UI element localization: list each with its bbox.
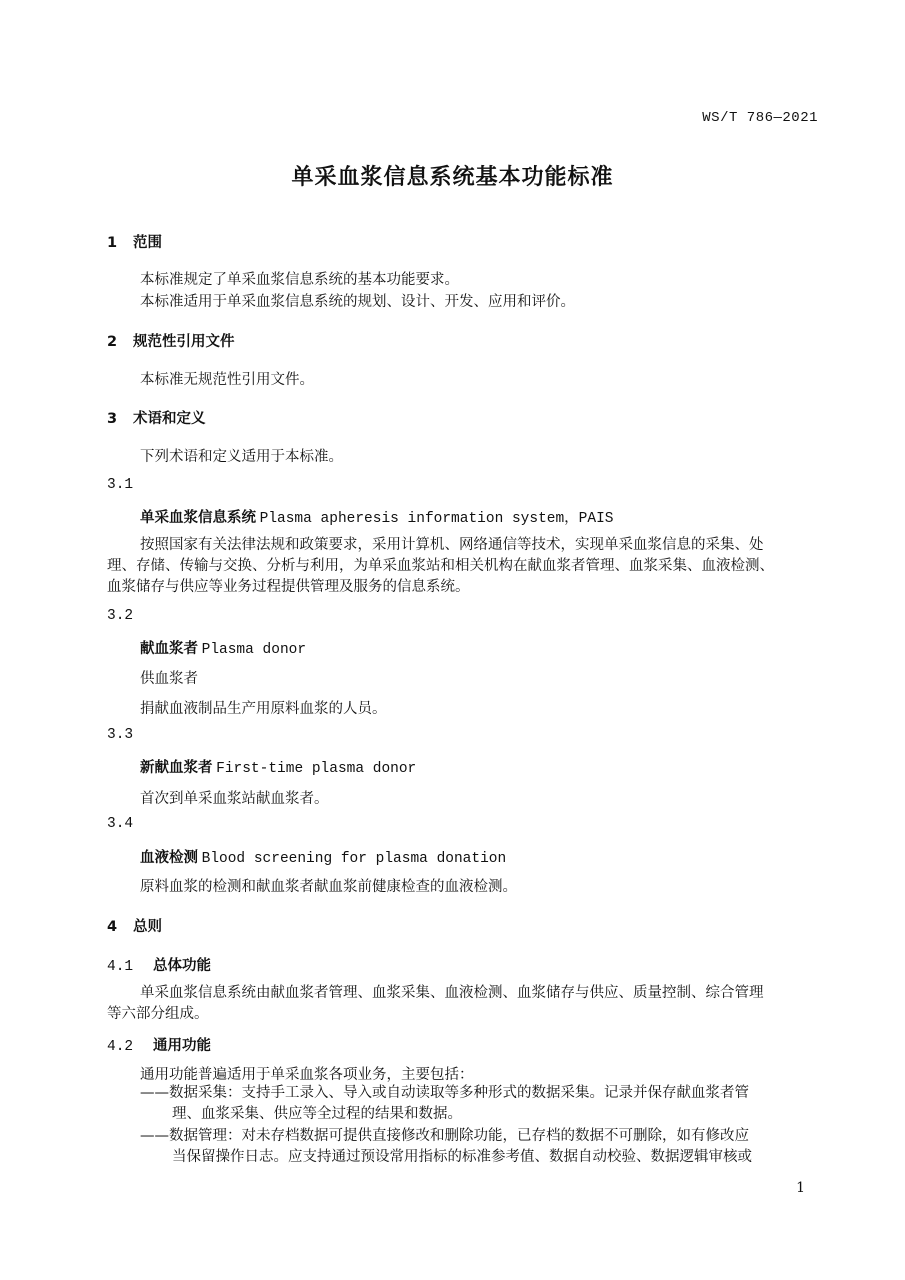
term-3-1-title [140, 506, 613, 527]
term-zh: 献血浆者 [140, 641, 198, 657]
section-4-1-heading [107, 954, 211, 975]
section-number: 4 [107, 919, 118, 935]
term-3-4-title [140, 846, 506, 867]
list-item-line: 理、血浆采集、供应等全过程的结果和数据。 [172, 1106, 462, 1122]
term-en: Blood screening for plasma donation [201, 851, 507, 867]
section-4-2-heading [107, 1034, 211, 1055]
section-2-paragraph-1: 本标准无规范性引用文件。 [140, 372, 314, 388]
term-en: Plasma apheresis information system，PAIS [259, 511, 614, 527]
section-1-paragraph-1: 本标准规定了单采血浆信息系统的基本功能要求。 [140, 272, 459, 288]
section-1-heading [107, 231, 162, 252]
term-3-4-definition: 原料血浆的检测和献血浆者献血浆前健康检查的血液检测。 [140, 879, 517, 895]
list-item [140, 1083, 820, 1125]
definition-line: 理、存储、传输与交换、分析与利用，为单采血浆站和相关机构在献血浆者管理、血浆采集、血液检测、 [107, 558, 774, 574]
paragraph-line: 单采血浆信息系统由献血浆者管理、血浆采集、血液检测、血浆储存与供应、质量控制、综合管理 [140, 985, 764, 1001]
term-3-3-title [140, 756, 416, 777]
term-zh: 单采血浆信息系统 [140, 510, 256, 526]
definition-line: 按照国家有关法律法规和政策要求，采用计算机、网络通信等技术，实现单采血浆信息的采集、处 [140, 537, 764, 553]
section-number: 4.2 [107, 1039, 134, 1055]
section-title: 总体功能 [153, 958, 211, 974]
definition-line: 血浆储存与供应等业务过程提供管理及服务的信息系统。 [107, 579, 470, 595]
section-4-1-paragraph [107, 983, 822, 1025]
list-item [140, 1126, 820, 1168]
list-item-line: 当保留操作日志。应支持通过预设常用指标的标准参考值、数据自动校验、数据逻辑审核或 [172, 1149, 752, 1165]
term-3-3-definition: 首次到单采血浆站献血浆者。 [140, 791, 329, 807]
section-title: 范围 [133, 235, 162, 251]
section-3-heading [107, 407, 206, 428]
term-3-2-title [140, 637, 306, 658]
section-3-paragraph-1: 下列术语和定义适用于本标准。 [140, 449, 343, 465]
term-zh: 新献血浆者 [140, 760, 213, 776]
section-number: 1 [107, 235, 118, 251]
list-item-line: ——数据管理：对未存档数据可提供直接修改和删除功能，已存档的数据不可删除，如有修改应 [140, 1128, 749, 1144]
section-title: 术语和定义 [133, 411, 206, 427]
paragraph-line: 等六部分组成。 [107, 1006, 209, 1022]
term-zh: 血液检测 [140, 850, 198, 866]
term-3-4-number: 3.4 [107, 816, 134, 832]
document-title: 单采血浆信息系统基本功能标准 [291, 165, 614, 190]
standard-number: WS/T 786—2021 [702, 110, 818, 126]
page-number: 1 [796, 1180, 805, 1196]
term-en: First-time plasma donor [216, 761, 417, 777]
section-title: 通用功能 [153, 1038, 211, 1054]
term-3-1-definition [107, 535, 822, 598]
section-title: 规范性引用文件 [133, 334, 235, 350]
term-3-2-alternate: 供血浆者 [140, 671, 198, 687]
term-3-3-number: 3.3 [107, 727, 134, 743]
term-3-2-number: 3.2 [107, 608, 134, 624]
term-3-2-definition: 捐献血液制品生产用原料血浆的人员。 [140, 701, 387, 717]
section-4-heading [107, 915, 162, 936]
section-number: 3 [107, 411, 118, 427]
list-item-line: ——数据采集：支持手工录入、导入或自动读取等多种形式的数据采集。记录并保存献血浆者管 [140, 1085, 749, 1101]
section-number: 2 [107, 334, 118, 350]
section-1-paragraph-2: 本标准适用于单采血浆信息系统的规划、设计、开发、应用和评价。 [140, 294, 575, 310]
section-4-2-intro: 通用功能普遍适用于单采血浆各项业务，主要包括： [140, 1067, 474, 1083]
term-3-1-number: 3.1 [107, 477, 134, 493]
section-title: 总则 [133, 919, 162, 935]
section-number: 4.1 [107, 959, 134, 975]
term-en: Plasma donor [201, 642, 307, 658]
section-2-heading [107, 330, 235, 351]
